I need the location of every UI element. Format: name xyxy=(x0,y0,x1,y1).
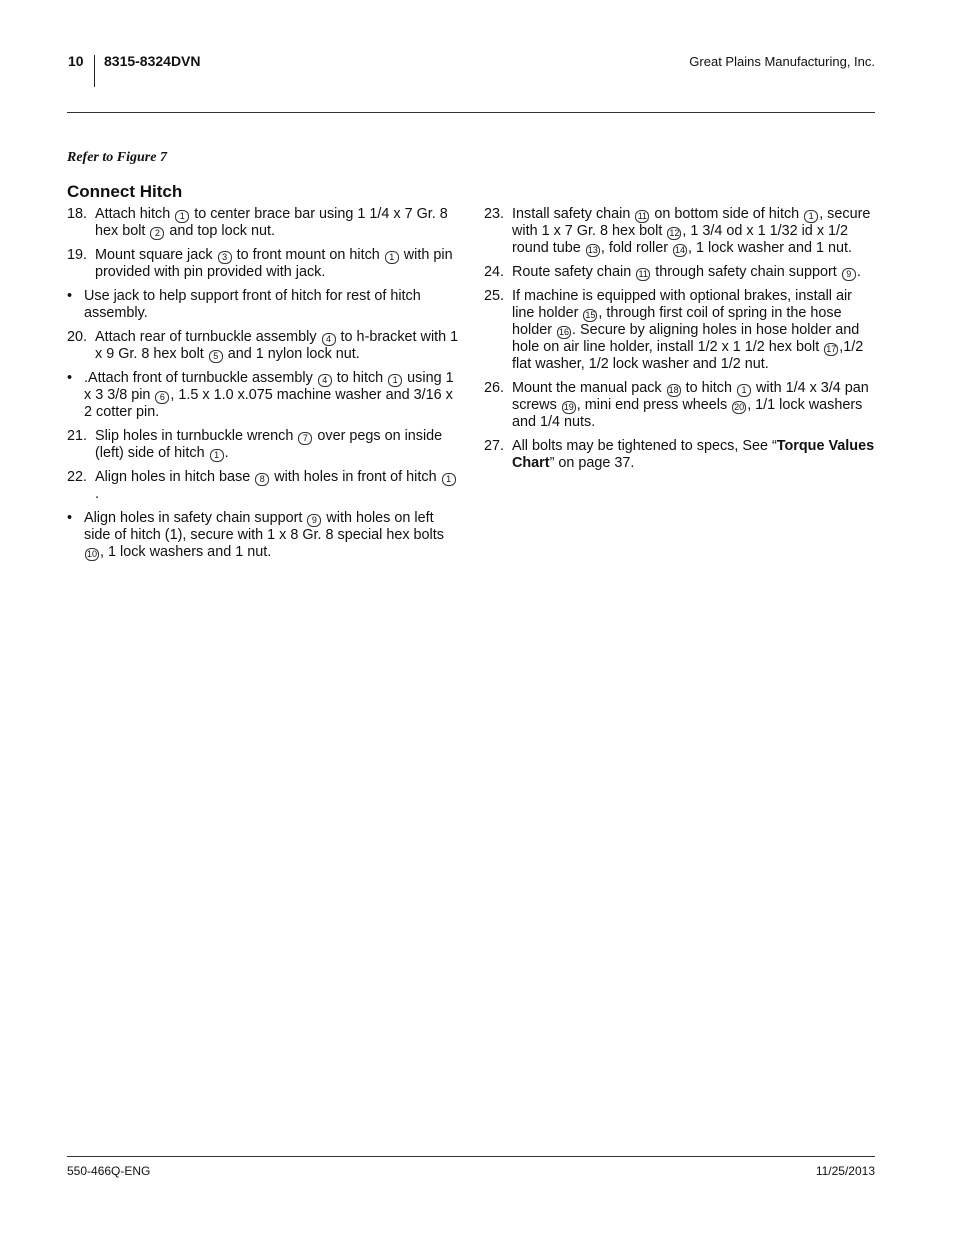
bullet-item xyxy=(67,510,459,561)
callout-number-icon: 1 xyxy=(737,384,751,397)
callout-number-icon: 5 xyxy=(209,350,223,363)
callout-number-icon: 13 xyxy=(587,245,598,255)
callout-number-icon: 1 xyxy=(804,210,818,223)
step-item xyxy=(67,206,459,240)
header-divider xyxy=(94,55,95,87)
right-column xyxy=(484,206,876,479)
bullet-item xyxy=(67,288,459,322)
step-text: Attach hitch 1 to center brace bar using 1 1/4 x 7 Gr. 8 hex bolt 2 and top lock nut. xyxy=(95,206,448,239)
callout-number-icon: 1 xyxy=(175,210,189,223)
step-text: Mount the manual pack 18 to hitch 1 with 1/4 x 3/4 pan screws 19 , mini end press wheels 20 , 1/1 lock washers and 1/4 nuts. xyxy=(512,380,869,430)
callout-number-icon: 14 xyxy=(675,245,686,255)
step-text: Attach rear of turnbuckle assembly 4 to h-bracket with 1 x 9 Gr. 8 hex bolt 5 and 1 nylon lock nut. xyxy=(95,329,459,362)
step-item xyxy=(484,206,876,257)
callout-number-icon: 1 xyxy=(385,251,399,264)
step-number: 24. xyxy=(484,264,505,280)
callout-number-icon: 18 xyxy=(668,385,679,395)
callout-number-icon: 20 xyxy=(734,402,745,412)
callout-number-icon: 10 xyxy=(87,549,98,559)
section-title: Connect Hitch xyxy=(67,182,183,201)
step-item xyxy=(484,288,876,373)
step-text: Use jack to help support front of hitch for rest of hitch assembly. xyxy=(84,288,421,321)
callout-number-icon: 9 xyxy=(307,514,321,527)
step-number: 20. xyxy=(67,329,88,345)
callout-number-icon: 12 xyxy=(669,228,680,238)
callout-number-icon: 15 xyxy=(585,310,596,320)
step-number: 27. xyxy=(484,438,505,454)
doc-code: 8315-8324DVN xyxy=(104,53,201,69)
bullet-marker: • xyxy=(67,370,73,386)
step-number: 25. xyxy=(484,288,505,304)
callout-number-icon: 17 xyxy=(826,344,837,354)
step-text: Slip holes in turnbuckle wrench 7 over pegs on inside (left) side of hitch 1 . xyxy=(95,428,443,461)
step-text: All bolts may be tightened to specs, See “Torque Values Chart” on page 37. xyxy=(512,438,875,471)
step-item xyxy=(484,264,876,281)
step-number: 19. xyxy=(67,247,88,263)
step-item xyxy=(67,247,459,281)
callout-number-icon: 16 xyxy=(559,327,570,337)
footer-rule xyxy=(67,1156,875,1157)
callout-number-icon: 6 xyxy=(155,391,169,404)
step-text: Install safety chain 11 on bottom side of hitch 1 , secure with 1 x 7 Gr. 8 hex bolt 12 , 1 3/4 od x 1 1/32 id x 1/2 round tube 13 , fold roller 14 , 1 lock washer and 1 nut. xyxy=(512,206,871,256)
step-text: If machine is equipped with optional brakes, install air line holder 15 , through first coil of spring in the hose holder 16 . Secure by aligning holes in hose holder and hole on air line holder, install 1/2 x 1 1/2 hex bolt 17 ,1/2 flat washer, 1/2 lock washer and 1/2 nut. xyxy=(512,288,864,372)
callout-number-icon: 11 xyxy=(636,268,650,281)
company-name: Great Plains Manufacturing, Inc. xyxy=(689,54,875,69)
callout-number-icon: 1 xyxy=(210,449,224,462)
footer-date: 11/25/2013 xyxy=(815,1164,875,1178)
step-text: Align holes in safety chain support 9 with holes on left side of hitch (1), secure with 1 x 8 Gr. 8 special hex bolts 10 , 1 lock washers and 1 nut. xyxy=(84,510,444,560)
step-item xyxy=(67,428,459,462)
callout-number-icon: 8 xyxy=(255,473,269,486)
callout-number-icon: 9 xyxy=(842,268,856,281)
bullet-item xyxy=(67,370,459,421)
callout-number-icon: 11 xyxy=(635,210,649,223)
callout-number-icon: 4 xyxy=(318,374,332,387)
callout-number-icon: 1 xyxy=(388,374,402,387)
callout-number-icon: 19 xyxy=(563,402,574,412)
step-item xyxy=(67,469,459,503)
bullet-marker: • xyxy=(67,288,73,304)
page-number: 10 xyxy=(68,53,84,69)
step-number: 26. xyxy=(484,380,505,396)
callout-number-icon: 3 xyxy=(218,251,232,264)
header-rule xyxy=(67,112,875,113)
step-text: .Attach front of turnbuckle assembly 4 to hitch 1 using 1 x 3 3/8 pin 6 , 1.5 x 1.0 x.075 machine washer and 3/16 x 2 cotter pin. xyxy=(84,370,454,420)
step-item xyxy=(67,329,459,363)
figure-reference: Refer to Figure 7 xyxy=(67,150,167,165)
callout-number-icon: 1 xyxy=(442,473,456,486)
footer-doc-number: 550-466Q-ENG xyxy=(67,1164,151,1178)
callout-number-icon: 7 xyxy=(298,432,312,445)
callout-number-icon: 4 xyxy=(322,333,336,346)
step-text: Route safety chain 11 through safety chain support 9 . xyxy=(512,264,861,280)
step-number: 23. xyxy=(484,206,505,222)
callout-number-icon: 2 xyxy=(150,227,164,240)
step-number: 22. xyxy=(67,469,88,485)
step-text: Mount square jack 3 to front mount on hitch 1 with pin provided with pin provided with jack. xyxy=(95,247,453,280)
step-item xyxy=(484,438,876,472)
bold-reference: Torque Values Chart xyxy=(512,438,875,471)
step-item xyxy=(484,380,876,431)
step-number: 18. xyxy=(67,206,88,222)
left-column xyxy=(67,206,459,568)
step-number: 21. xyxy=(67,428,88,444)
bullet-marker: • xyxy=(67,510,73,526)
step-text: Align holes in hitch base 8 with holes in front of hitch 1. xyxy=(95,469,457,502)
